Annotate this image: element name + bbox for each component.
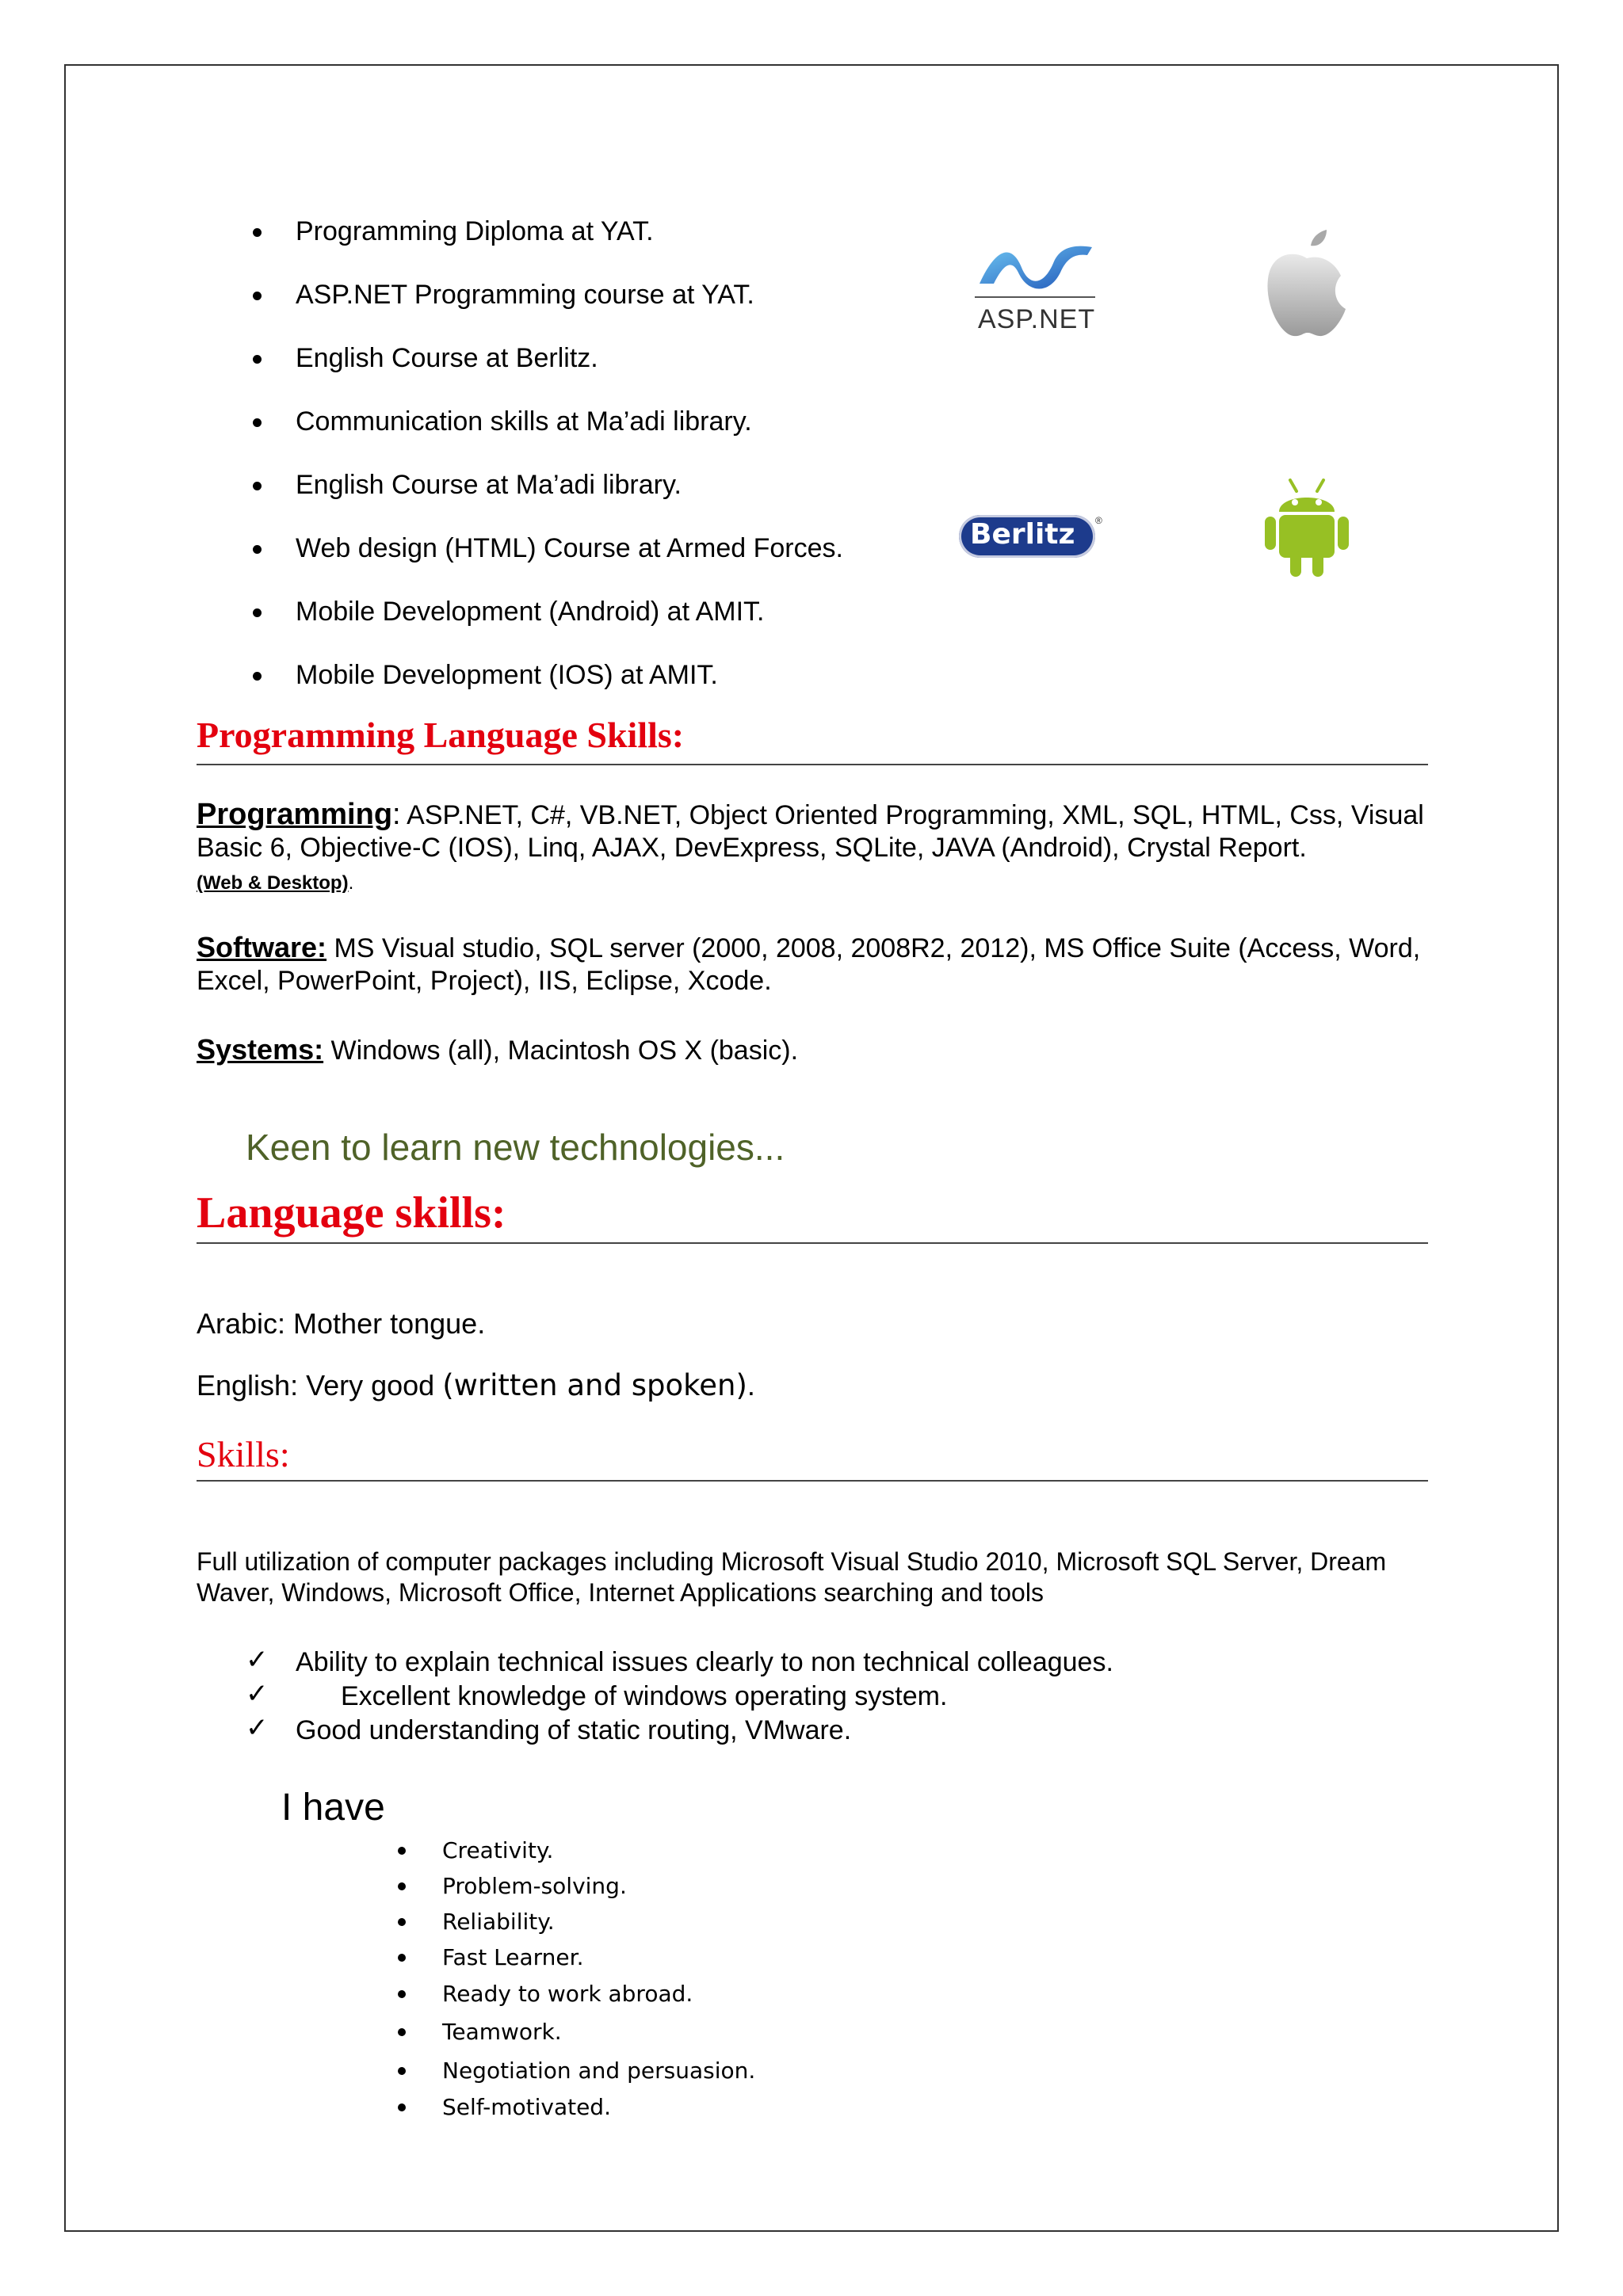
english-label: English: Very good [197,1369,443,1402]
web-desktop-note [197,871,353,895]
bullet [253,608,262,617]
section-divider [197,764,1428,765]
english-line [197,1369,755,1402]
web-desktop-label: (Web & Desktop) [197,872,349,894]
arabic-line: Arabic: Mother tongue. [197,1307,486,1340]
trait-item: Ready to work abroad. [442,1981,693,2007]
course-item: English Course at Berlitz. [296,343,598,373]
bullet [253,292,262,300]
checkmark-icon: ✓ [246,1678,269,1710]
programming-text: ASP.NET, C#, VB.NET, Object Oriented Programming, XML, SQL, HTML, Css, Visual Basic 6, Objective-C (IOS), Linq, AJAX, DevExpress, SQLite, JAVA (Android), Crystal Report. [197,800,1424,863]
systems-label: Systems: [197,1033,324,1066]
bullet [253,228,262,237]
bullet [253,482,262,490]
aspnet-wave-icon [973,238,1100,293]
aspnet-text: ASP.NET [978,304,1096,334]
english-detail: (written and spoken) [442,1368,747,1402]
section-divider [197,1480,1428,1482]
aspnet-underline [975,296,1095,298]
trait-item: Problem-solving. [442,1873,627,1899]
i-have-title: I have [281,1787,385,1829]
systems-paragraph [197,1033,1433,1067]
software-paragraph [197,931,1433,997]
trait-item: Creativity. [442,1837,554,1863]
software-text: MS Visual studio, SQL server (2000, 2008, 2008R2, 2012), MS Office Suite (Access, Word, Excel, PowerPoint, Project), IIS, Eclipse, Xcode. [197,933,1421,996]
bullet [253,545,262,554]
language-skills-heading: Language skills: [197,1188,506,1238]
checkmark-icon: ✓ [246,1644,269,1676]
english-dot: . [747,1369,755,1402]
apple-icon [1263,230,1350,341]
systems-text: Windows (all), Macintosh OS X (basic). [323,1035,799,1066]
bullet [398,1918,406,1926]
course-item: Programming Diploma at YAT. [296,216,654,246]
course-item: English Course at Ma’adi library. [296,470,682,500]
course-item: Mobile Development (Android) at AMIT. [296,597,765,627]
bullet [398,2028,406,2036]
course-item: Web design (HTML) Course at Armed Forces. [296,533,843,563]
bullet [253,672,262,681]
trait-item: Fast Learner. [442,1944,584,1970]
bullet [398,1990,406,1998]
bullet [398,2067,406,2075]
trait-item: Reliability. [442,1909,555,1935]
berlitz-text: Berlitz [970,518,1075,551]
trait-item: Self-motivated. [442,2094,611,2120]
bullet [253,418,262,427]
checkmark-icon: ✓ [246,1712,269,1744]
berlitz-registered-mark: ® [1095,515,1102,526]
android-icon [1263,475,1350,578]
bullet [398,2103,406,2111]
check-item: Good understanding of static routing, VMware. [296,1715,852,1745]
course-item: ASP.NET Programming course at YAT. [296,280,754,310]
trait-item: Teamwork. [442,2019,562,2045]
apple-logo [1263,230,1350,341]
programming-paragraph [197,799,1433,864]
skills-heading: Skills: [197,1434,290,1474]
programming-label: Programming [197,798,393,831]
berlitz-logo [959,515,1102,563]
trait-item: Negotiation and persuasion. [442,2058,756,2084]
bullet [398,1847,406,1855]
course-item: Mobile Development (IOS) at AMIT. [296,660,718,690]
bullet [253,355,262,364]
software-label: Software: [197,931,327,963]
bullet [398,1954,406,1962]
web-desktop-dot: . [348,872,354,894]
android-logo [1263,475,1350,578]
skills-intro: Full utilization of computer packages including Microsoft Visual Studio 2010, Microsoft SQL Server, Dream Waver, Windows, Microsoft Office, Internet Applications searching and tools [197,1547,1387,1607]
keen-tagline: Keen to learn new technologies... [246,1127,785,1168]
aspnet-logo [973,238,1100,349]
programming-skills-heading: Programming Language Skills: [197,715,685,755]
course-item: Communication skills at Ma’adi library. [296,406,752,437]
check-item: Excellent knowledge of windows operating system. [341,1681,948,1711]
section-divider [197,1242,1428,1244]
programming-colon: : [392,798,401,831]
bullet [398,1882,406,1890]
check-item: Ability to explain technical issues clearly to non technical colleagues. [296,1647,1113,1677]
